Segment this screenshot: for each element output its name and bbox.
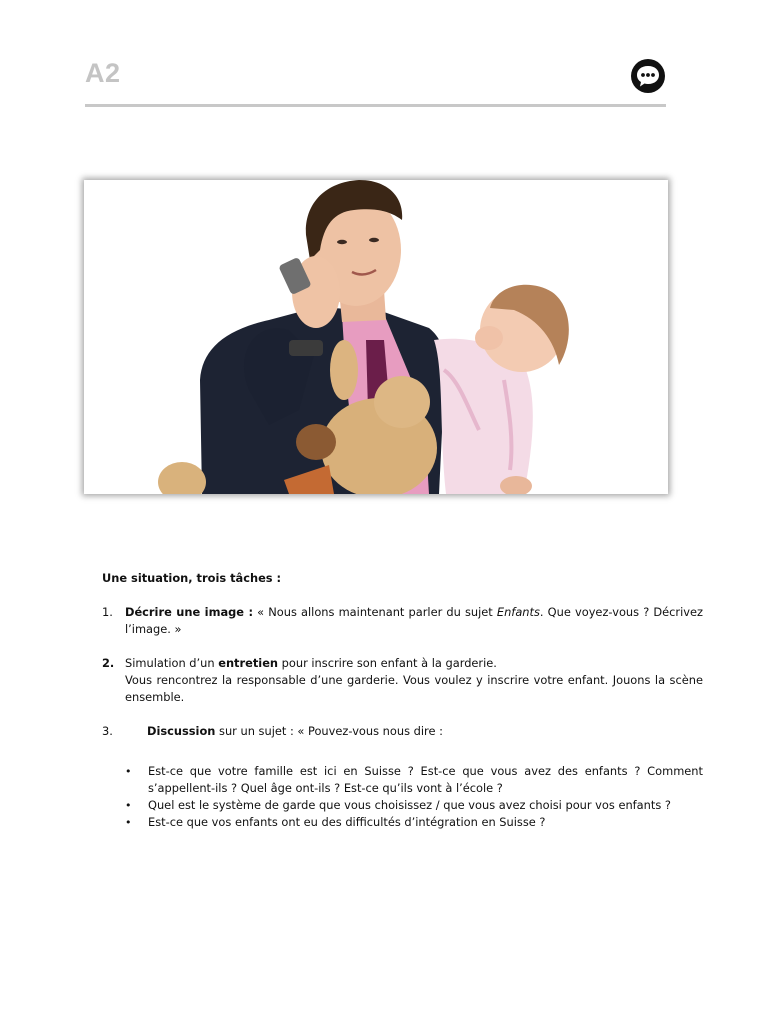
level-label: A2 bbox=[85, 58, 121, 88]
task-content bbox=[102, 570, 703, 831]
task-1-italic: Enfants bbox=[496, 605, 540, 619]
task-3-text: sur un sujet : « Pouvez-vous nous dire : bbox=[215, 724, 443, 738]
bullet-icon: • bbox=[125, 816, 132, 829]
section-heading: Une situation, trois tâches : bbox=[102, 571, 282, 585]
task-1-text-a: « Nous allons maintenant parler du sujet bbox=[253, 605, 497, 619]
list-item bbox=[102, 814, 703, 831]
task-3-number: 3. bbox=[102, 724, 113, 738]
question-text: Est-ce que vos enfants ont eu des difficultés d’intégration en Suisse ? bbox=[148, 815, 546, 829]
task-2-text-b: pour inscrire son enfant à la garderie. bbox=[278, 656, 497, 670]
task-3-title: Discussion bbox=[147, 724, 216, 738]
discussion-questions bbox=[102, 763, 703, 831]
task-2-text-a: Simulation d’un bbox=[125, 656, 219, 670]
question-text: Quel est le système de garde que vous choisissez / que vous avez choisi pour vos enfants ? bbox=[148, 798, 671, 812]
chat-bubble-icon bbox=[630, 58, 666, 94]
task-1-text-b: . Que voyez-vous ? Décrivez l’image. » bbox=[125, 605, 703, 636]
task-1 bbox=[102, 604, 703, 638]
bullet-icon: • bbox=[125, 799, 132, 812]
task-2-line-2: Vous rencontrez la responsable d’une garderie. Vous voulez y inscrire votre enfant. Jouons la scène ensemble. bbox=[125, 673, 703, 704]
list-item bbox=[102, 797, 703, 814]
task-1-number: 1. bbox=[102, 605, 113, 619]
header-divider bbox=[85, 104, 666, 107]
task-2-number: 2. bbox=[102, 656, 115, 670]
task-1-title: Décrire une image : bbox=[125, 605, 254, 619]
question-text: Est-ce que votre famille est ici en Suisse ? Est-ce que vous avez des enfants ? Comment s’appellent-ils ? Quel âge ont-ils ? Est-ce qu’ils vont à l’école ? bbox=[148, 764, 703, 795]
bullet-icon: • bbox=[125, 765, 132, 778]
task-3 bbox=[102, 723, 703, 740]
list-item bbox=[102, 763, 703, 797]
task-2 bbox=[102, 655, 703, 706]
man-phone-baby-photo bbox=[84, 180, 668, 494]
task-2-bold: entretien bbox=[218, 656, 279, 670]
